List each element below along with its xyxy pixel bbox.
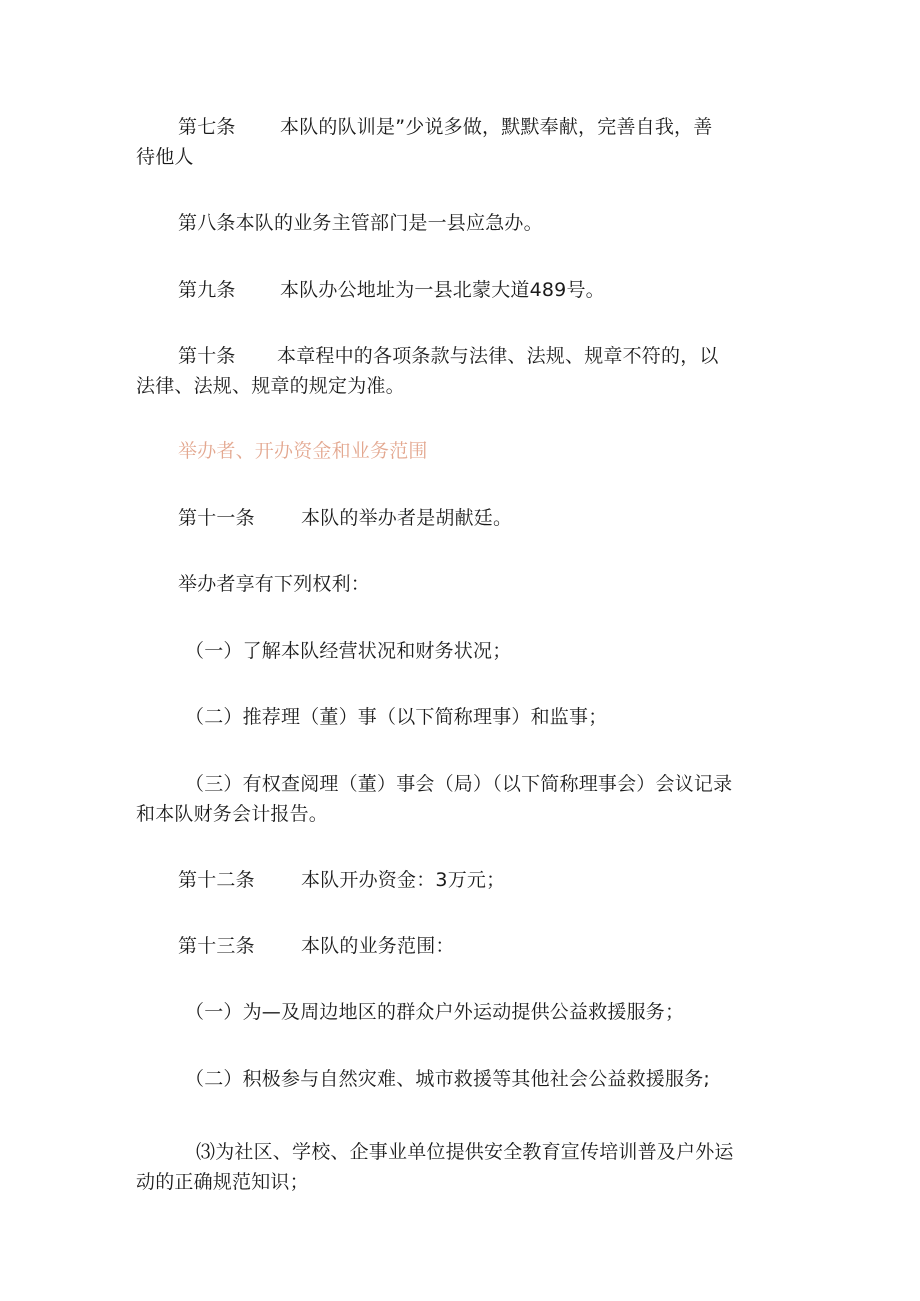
rights-item-3: （三）有权查阅理（董）事会（局）（以下简称理事会）会议记录	[185, 773, 733, 795]
rights-item-1: （一）了解本队经营状况和财务状况；	[185, 640, 512, 662]
section-heading: 举办者、开办资金和业务范围	[178, 440, 428, 462]
scope-item-2: （二）积极参与自然灾难、城市救援等其他社会公益救援服务;	[185, 1068, 711, 1090]
article-8: 第八条本队的业务主管部门是一县应急办。	[178, 212, 543, 234]
scope-item-3: ⑶为社区、学校、企事业单位提供安全教育宣传培训普及户外运	[196, 1141, 734, 1163]
article-9-label: 第九条	[178, 279, 236, 301]
scope-item-3-continuation: 动的正确规范知识；	[136, 1171, 309, 1193]
article-12	[178, 866, 505, 894]
article-9	[178, 276, 605, 304]
article-7-continuation: 待他人	[136, 146, 194, 168]
article-7-text: 本队的队训是”少说多做，默默奉献，完善自我，善	[280, 116, 713, 138]
article-7	[178, 113, 712, 141]
article-10	[178, 342, 719, 370]
article-13-text: 本队的业务范围：	[301, 935, 455, 957]
article-9-text: 本队办公地址为一县北蒙大道489号。	[280, 279, 605, 301]
article-11-text: 本队的举办者是胡献廷。	[301, 507, 513, 529]
article-12-label: 第十二条	[178, 869, 255, 891]
article-13	[178, 932, 455, 960]
article-11	[178, 504, 512, 532]
article-11-label: 第十一条	[178, 507, 255, 529]
rights-item-2: （二）推荐理（董）事（以下简称理事）和监事；	[185, 706, 608, 728]
article-10-text: 本章程中的各项条款与法律、法规、规章不符的，以	[277, 345, 719, 367]
rights-item-3-continuation: 和本队财务会计报告。	[136, 803, 329, 825]
article-7-label: 第七条	[178, 116, 236, 138]
rights-intro: 举办者享有下列权利：	[178, 573, 371, 595]
article-13-label: 第十三条	[178, 935, 255, 957]
article-10-continuation: 法律、法规、规章的规定为准。	[136, 375, 405, 397]
scope-item-1: （一）为—及周边地区的群众户外运动提供公益救援服务；	[185, 1001, 685, 1023]
article-12-text: 本队开办资金：3万元；	[301, 869, 506, 891]
article-10-label: 第十条	[178, 345, 236, 367]
